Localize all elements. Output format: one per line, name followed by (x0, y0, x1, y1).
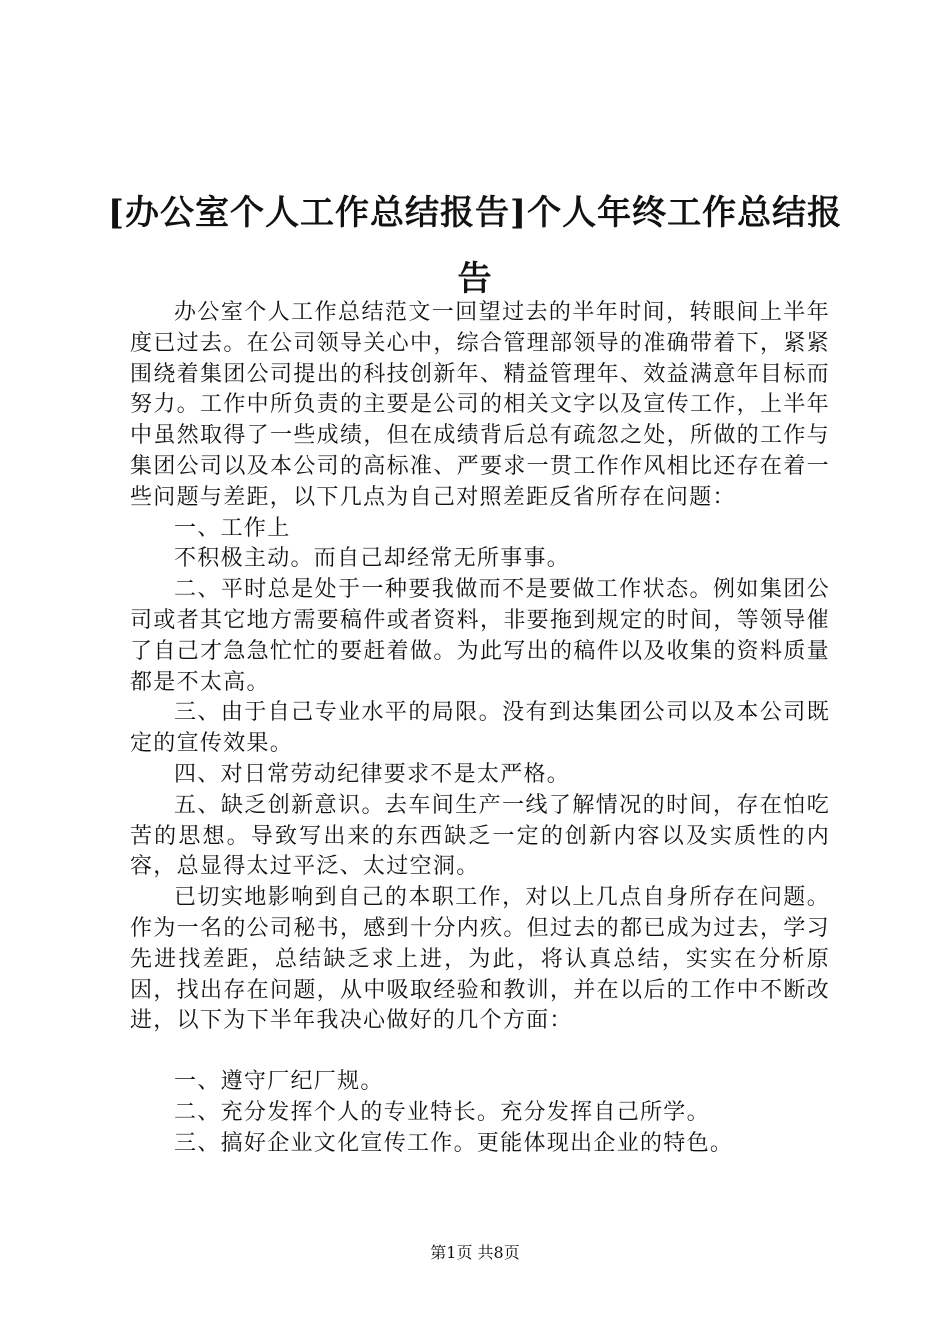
page-number-footer: 第1页 共8页 (430, 1243, 520, 1262)
paragraph-plan-item: 二、充分发挥个人的专业特长。充分发挥自己所学。 (174, 1099, 710, 1125)
paragraph-item: 二、平时总是处于一种要我做而不是要做工作状态。例如集团公司或者其它地方需要稿件或者资料，非要拖到规定的时间，等领导催了自己才急急忙忙的要赶着做。为此写出的稿件以及收集的资料质量都是不太高。 (130, 577, 830, 695)
paragraph-item: 四、对日常劳动纪律要求不是太严格。 (174, 761, 571, 787)
paragraph-item: 三、由于自己专业水平的局限。没有到达集团公司以及本公司既定的宣传效果。 (130, 700, 830, 757)
paragraph-reflection: 已切实地影响到自己的本职工作，对以上几点自身所存在问题。作为一名的公司秘书，感到十分内疚。但过去的都已成为过去，学习先进找差距，总结缺乏求上进，为此，将认真总结，实实在分析原因，找出存在问题，从中吸取经验和教训，并在以后的工作中不断改进，以下为下半年我决心做好的几个方面： (130, 885, 830, 1034)
paragraph-intro: 办公室个人工作总结范文一回望过去的半年时间，转眼间上半年度已过去。在公司领导关心中，综合管理部领导的准确带着下，紧紧围绕着集团公司提出的科技创新年、精益管理年、效益满意年目标而努力。工作中所负责的主要是公司的相关文字以及宣传工作，上半年中虽然取得了一些成绩，但在成绩背后总有疏忽之处，所做的工作与集团公司以及本公司的高标准、严要求一贯工作作风相比还存在着一些问题与差距，以下几点为自己对照差距反省所存在问题： (130, 300, 830, 510)
paragraph-item: 一、工作上 (174, 515, 291, 541)
document-body (130, 298, 830, 1160)
paragraph-item: 不积极主动。而自己却经常无所事事。 (174, 546, 571, 572)
document-title: [办公室个人工作总结报告]个人年终工作总结报告 (107, 193, 843, 299)
paragraph-plan-item: 一、遵守厂纪厂规。 (174, 1069, 384, 1095)
paragraph-item: 五、缺乏创新意识。去车间生产一线了解情况的时间，存在怕吃苦的思想。导致写出来的东西缺乏一定的创新内容以及实质性的内容，总显得太过平泛、太过空洞。 (130, 792, 830, 880)
paragraph-plan-item: 三、搞好企业文化宣传工作。更能体现出企业的特色。 (174, 1130, 734, 1156)
